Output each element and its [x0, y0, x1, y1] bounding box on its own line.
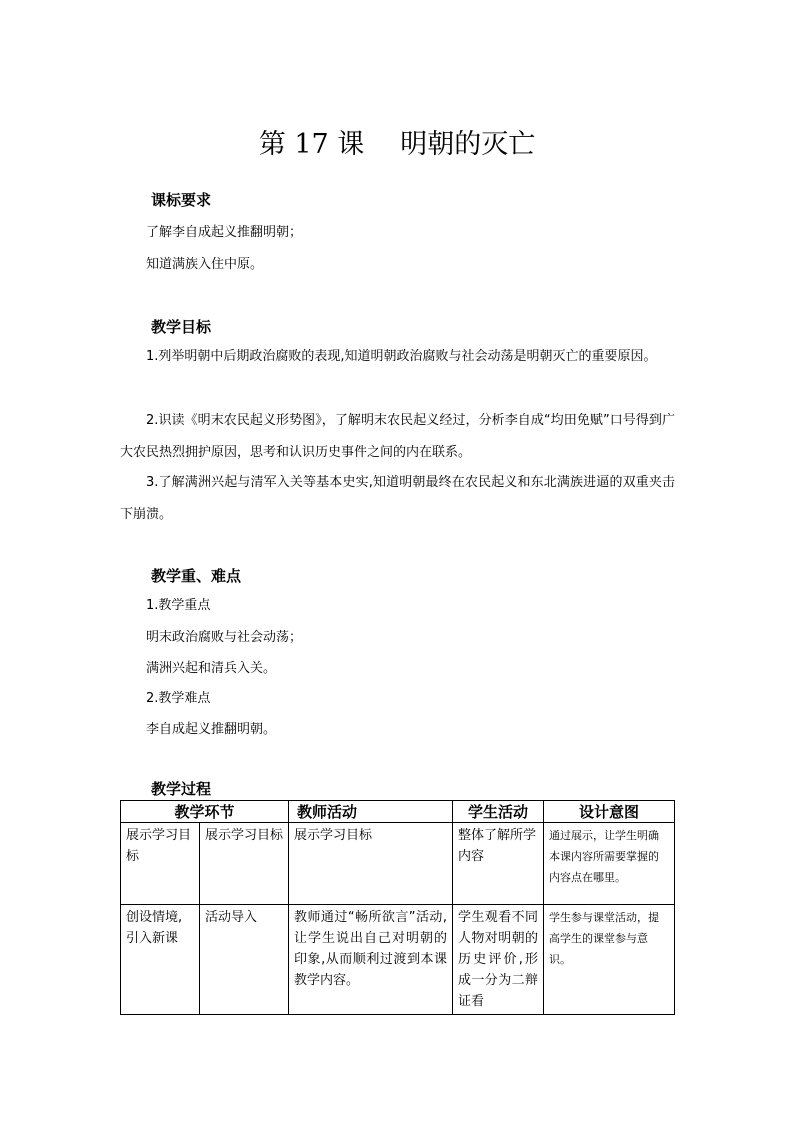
table-cell: 活动导入: [200, 905, 289, 1015]
table-cell: 展示学习目标: [289, 823, 453, 905]
difficulty-label: 2.教学难点: [146, 691, 211, 706]
table-row: [121, 905, 675, 1015]
objectives-heading: 教学目标: [151, 318, 212, 336]
table-cell: 创设情境,引入新课: [121, 905, 200, 1015]
process-table: [120, 800, 675, 1015]
table-cell: 展示学习目标: [121, 823, 200, 905]
table-header-row: [121, 801, 675, 823]
table-cell: 通过展示，让学生明确本课内容所需要掌握的内容点在哪里。: [544, 823, 675, 905]
table-row: [121, 823, 675, 905]
header-cell: 教师活动: [289, 801, 453, 823]
header-cell: 教学环节: [121, 801, 289, 823]
table-cell: 教师通过“畅所欲言”活动,让学生说出自己对明朝的印象,从而顺利过渡到本课教学内容。: [289, 905, 453, 1015]
objective-item: 3.了解满洲兴起与清军入关等基本史实,知道明朝最终在农民起义和东北满族进逼的双重夹击下崩溃。: [120, 475, 675, 522]
key-points-heading: 教学重、难点: [151, 567, 242, 585]
focus-item: 明末政治腐败与社会动荡；: [146, 630, 303, 645]
header-cell: 设计意图: [544, 801, 675, 823]
curriculum-item: 了解李自成起义推翻明朝；: [146, 225, 303, 240]
objective-item: 1.列举明朝中后期政治腐败的表现,知道明朝政治腐败与社会动荡是明朝灭亡的重要原因。: [146, 349, 657, 364]
focus-label: 1.教学重点: [146, 598, 211, 613]
lesson-number: 第 17 课: [258, 129, 365, 160]
objective-item: 2.识读《明末农民起义形势图》，了解明末农民起义经过，分析李自成“均田免赋”口号得到广大农民热烈拥护原因，思考和认识历史事件之间的内在联系。: [120, 413, 675, 460]
table-cell: 学生参与课堂活动，提高学生的课堂参与意识。: [544, 905, 675, 1015]
table-cell: 学生观看不同人物对明朝的历史评价,形成一分为二辩证看: [453, 905, 544, 1015]
difficulty-item: 李自成起义推翻明朝。: [146, 722, 277, 737]
page-title: [0, 128, 794, 162]
table-cell: 整体了解所学内容: [453, 823, 544, 905]
curriculum-item: 知道满族入住中原。: [146, 257, 264, 272]
header-cell: 学生活动: [453, 801, 544, 823]
table-cell: 展示学习目标: [200, 823, 289, 905]
lesson-name: 明朝的灭亡: [400, 129, 536, 160]
curriculum-heading: 课标要求: [151, 191, 212, 209]
process-heading: 教学过程: [151, 780, 212, 798]
focus-item: 满洲兴起和清兵入关。: [146, 661, 277, 676]
